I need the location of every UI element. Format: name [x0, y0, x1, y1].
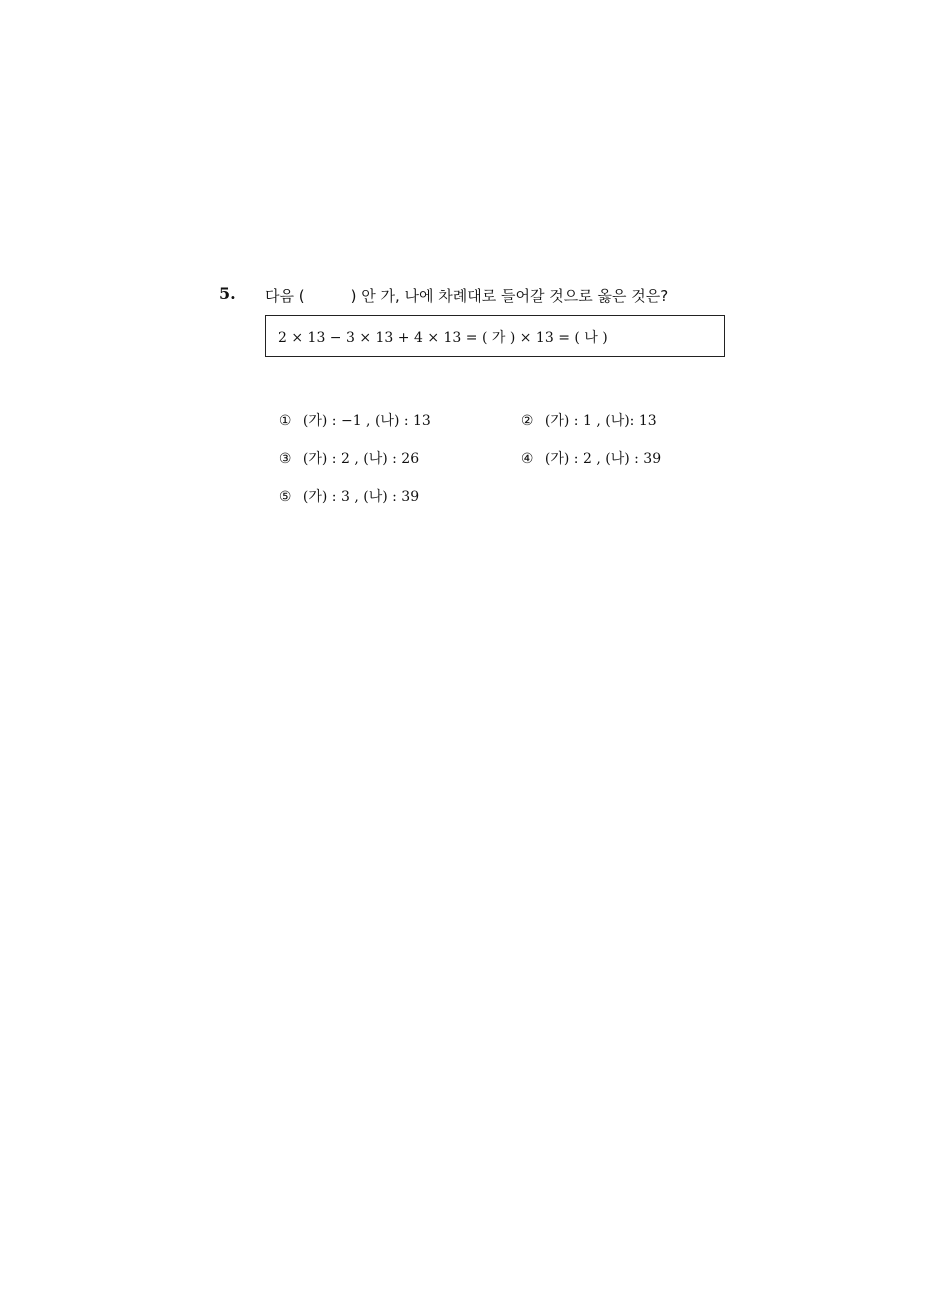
choice-marker: ① [278, 413, 292, 429]
equation-box [265, 315, 725, 357]
choice-text: (가) : 3 , (나) : 39 [302, 489, 420, 505]
choice-marker: ② [520, 413, 534, 429]
choice-2[interactable] [512, 394, 657, 430]
choice-marker: ④ [520, 451, 534, 467]
question-stem-start: 다음 ( [265, 287, 305, 305]
choice-text: (가) : 2 , (나) : 39 [544, 451, 662, 467]
choice-4[interactable] [512, 432, 661, 468]
question-number: 5. [219, 284, 236, 303]
choice-3[interactable] [270, 432, 419, 468]
choice-marker: ⑤ [278, 489, 292, 505]
choice-text: (가) : 2 , (나) : 26 [302, 451, 420, 467]
choice-marker: ③ [278, 451, 292, 467]
choice-text: (가) : −1 , (나) : 13 [302, 413, 431, 429]
choice-5[interactable] [270, 470, 419, 506]
choice-text: (가) : 1 , (나): 13 [544, 413, 657, 429]
question-stem [265, 285, 668, 306]
question-stem-end: ) 안 가, 나에 차례대로 들어갈 것으로 옳은 것은? [350, 287, 669, 305]
equation-text: 2 × 13 − 3 × 13 + 4 × 13 = ( 가 ) × 13 = ( 나 ) [278, 330, 608, 346]
choice-1[interactable] [270, 394, 431, 430]
